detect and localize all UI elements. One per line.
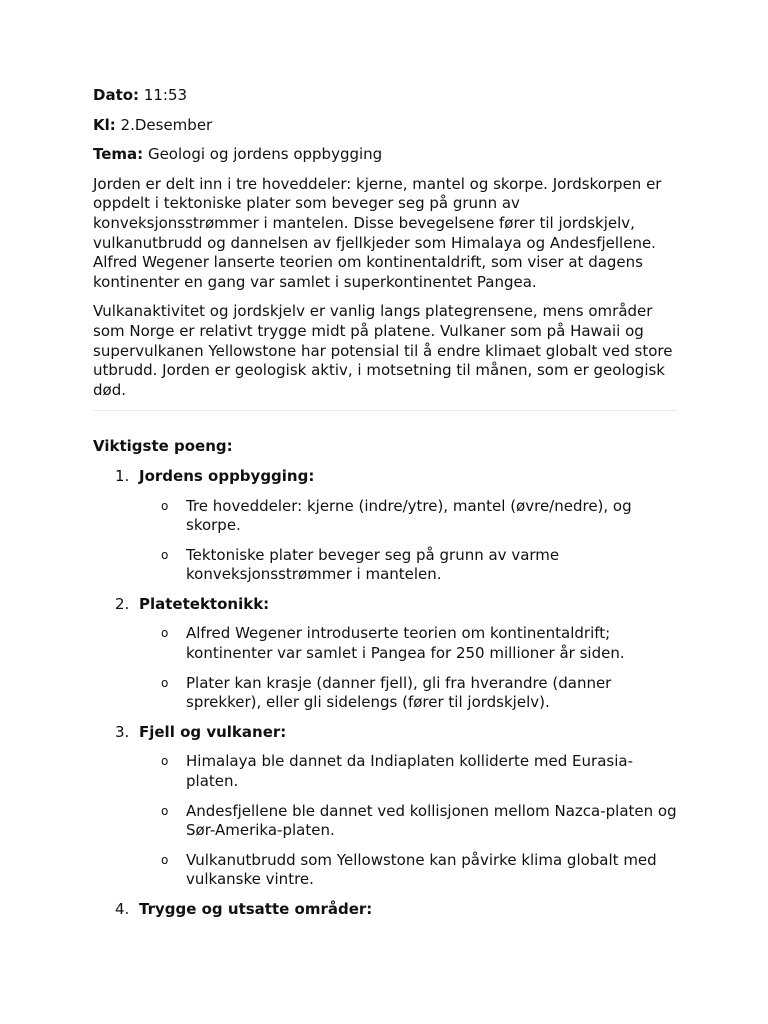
time-label: Kl:: [93, 115, 116, 134]
document-page: [93, 86, 677, 930]
key-point-title: Fjell og vulkaner:: [139, 722, 287, 741]
sub-point-text: Alfred Wegener introduserte teorien om kontinentaldrift; kontinenter var samlet i Pangea for 250 millioner år siden.: [186, 624, 625, 663]
topic-line: [93, 145, 677, 165]
key-point-item: [93, 467, 677, 585]
key-point-number: 4.: [115, 900, 130, 918]
section-divider: [93, 410, 677, 411]
sub-point-text: Tre hoveddeler: kjerne (indre/ytre), mantel (øvre/nedre), og skorpe.: [186, 496, 632, 535]
circle-bullet-icon: o: [161, 803, 169, 818]
key-point-item: [93, 723, 677, 890]
paragraph-intro: Jorden er delt inn i tre hoveddeler: kjerne, mantel og skorpe. Jordskorpen er oppdelt i tektoniske plater som beveger seg på grunn av konveksjonsstrømmer i mantelen. Disse bevegelsene fører til jordskjelv, vulkanutbrudd og dannelsen av fjellkjeder som Himalaya og Andesfjellene. Alfred Wegener lanserte teorien om kontinentaldrift, som viser at dagens kontinenter en gang var samlet i superkontinentet Pangea.: [93, 174, 662, 291]
date-value: 11:53: [143, 86, 188, 104]
topic-label: Tema:: [93, 145, 144, 164]
sub-point-item: [139, 546, 677, 585]
key-point-item: [93, 900, 677, 920]
circle-bullet-icon: o: [161, 754, 169, 769]
sub-point-list: [139, 752, 677, 890]
sub-point-item: [139, 851, 677, 890]
key-point-number: 1.: [115, 466, 130, 485]
sub-point-item: [139, 674, 677, 713]
sub-point-text: Vulkanutbrudd som Yellowstone kan påvirke klima globalt med vulkanske vintre.: [186, 850, 657, 889]
key-point-number: 3.: [115, 722, 130, 741]
sub-point-text: Andesfjellene ble dannet ved kollisjonen mellom Nazca-platen og Sør-Amerika-platen.: [186, 801, 677, 840]
sub-point-list: [139, 497, 677, 585]
circle-bullet-icon: o: [161, 852, 169, 867]
date-line: [93, 86, 677, 106]
key-point-item: [93, 595, 677, 713]
circle-bullet-icon: o: [161, 675, 169, 690]
key-points-list: [93, 467, 677, 920]
circle-bullet-icon: o: [161, 547, 169, 562]
sub-point-item: [139, 624, 677, 663]
key-point-title: Platetektonikk:: [139, 594, 270, 613]
sub-point-text: Tektoniske plater beveger seg på grunn av varme konveksjonsstrømmer i mantelen.: [186, 545, 560, 584]
date-label: Dato:: [93, 86, 140, 104]
key-point-title: Trygge og utsatte områder:: [139, 900, 373, 918]
sub-point-text: Himalaya ble dannet da Indiaplaten kolliderte med Eurasia-platen.: [186, 752, 633, 791]
key-point-title: Jordens oppbygging:: [139, 466, 315, 485]
key-points-title: Viktigste poeng:: [93, 437, 233, 456]
time-line: [93, 116, 677, 136]
time-value: 2.Desember: [120, 115, 213, 134]
sub-point-text: Plater kan krasje (danner fjell), gli fra hverandre (danner sprekker), eller gli sidelengs (fører til jordskjelv).: [186, 673, 612, 712]
circle-bullet-icon: o: [161, 626, 169, 641]
sub-point-item: [139, 752, 677, 791]
key-point-number: 2.: [115, 594, 130, 613]
sub-point-item: [139, 802, 677, 841]
sub-point-item: [139, 497, 677, 536]
sub-point-list: [139, 624, 677, 712]
paragraph-volcanism: Vulkanaktivitet og jordskjelv er vanlig langs plategrensene, mens områder som Norge er relativt trygge midt på platene. Vulkaner som på Hawaii og supervulkanen Yellowstone har potensial til å endre klimaet globalt ved store utbrudd. Jorden er geologisk aktiv, i motsetning til månen, som er geologisk død.: [93, 302, 673, 399]
topic-value: Geologi og jordens oppbygging: [147, 145, 383, 164]
circle-bullet-icon: o: [161, 498, 169, 513]
